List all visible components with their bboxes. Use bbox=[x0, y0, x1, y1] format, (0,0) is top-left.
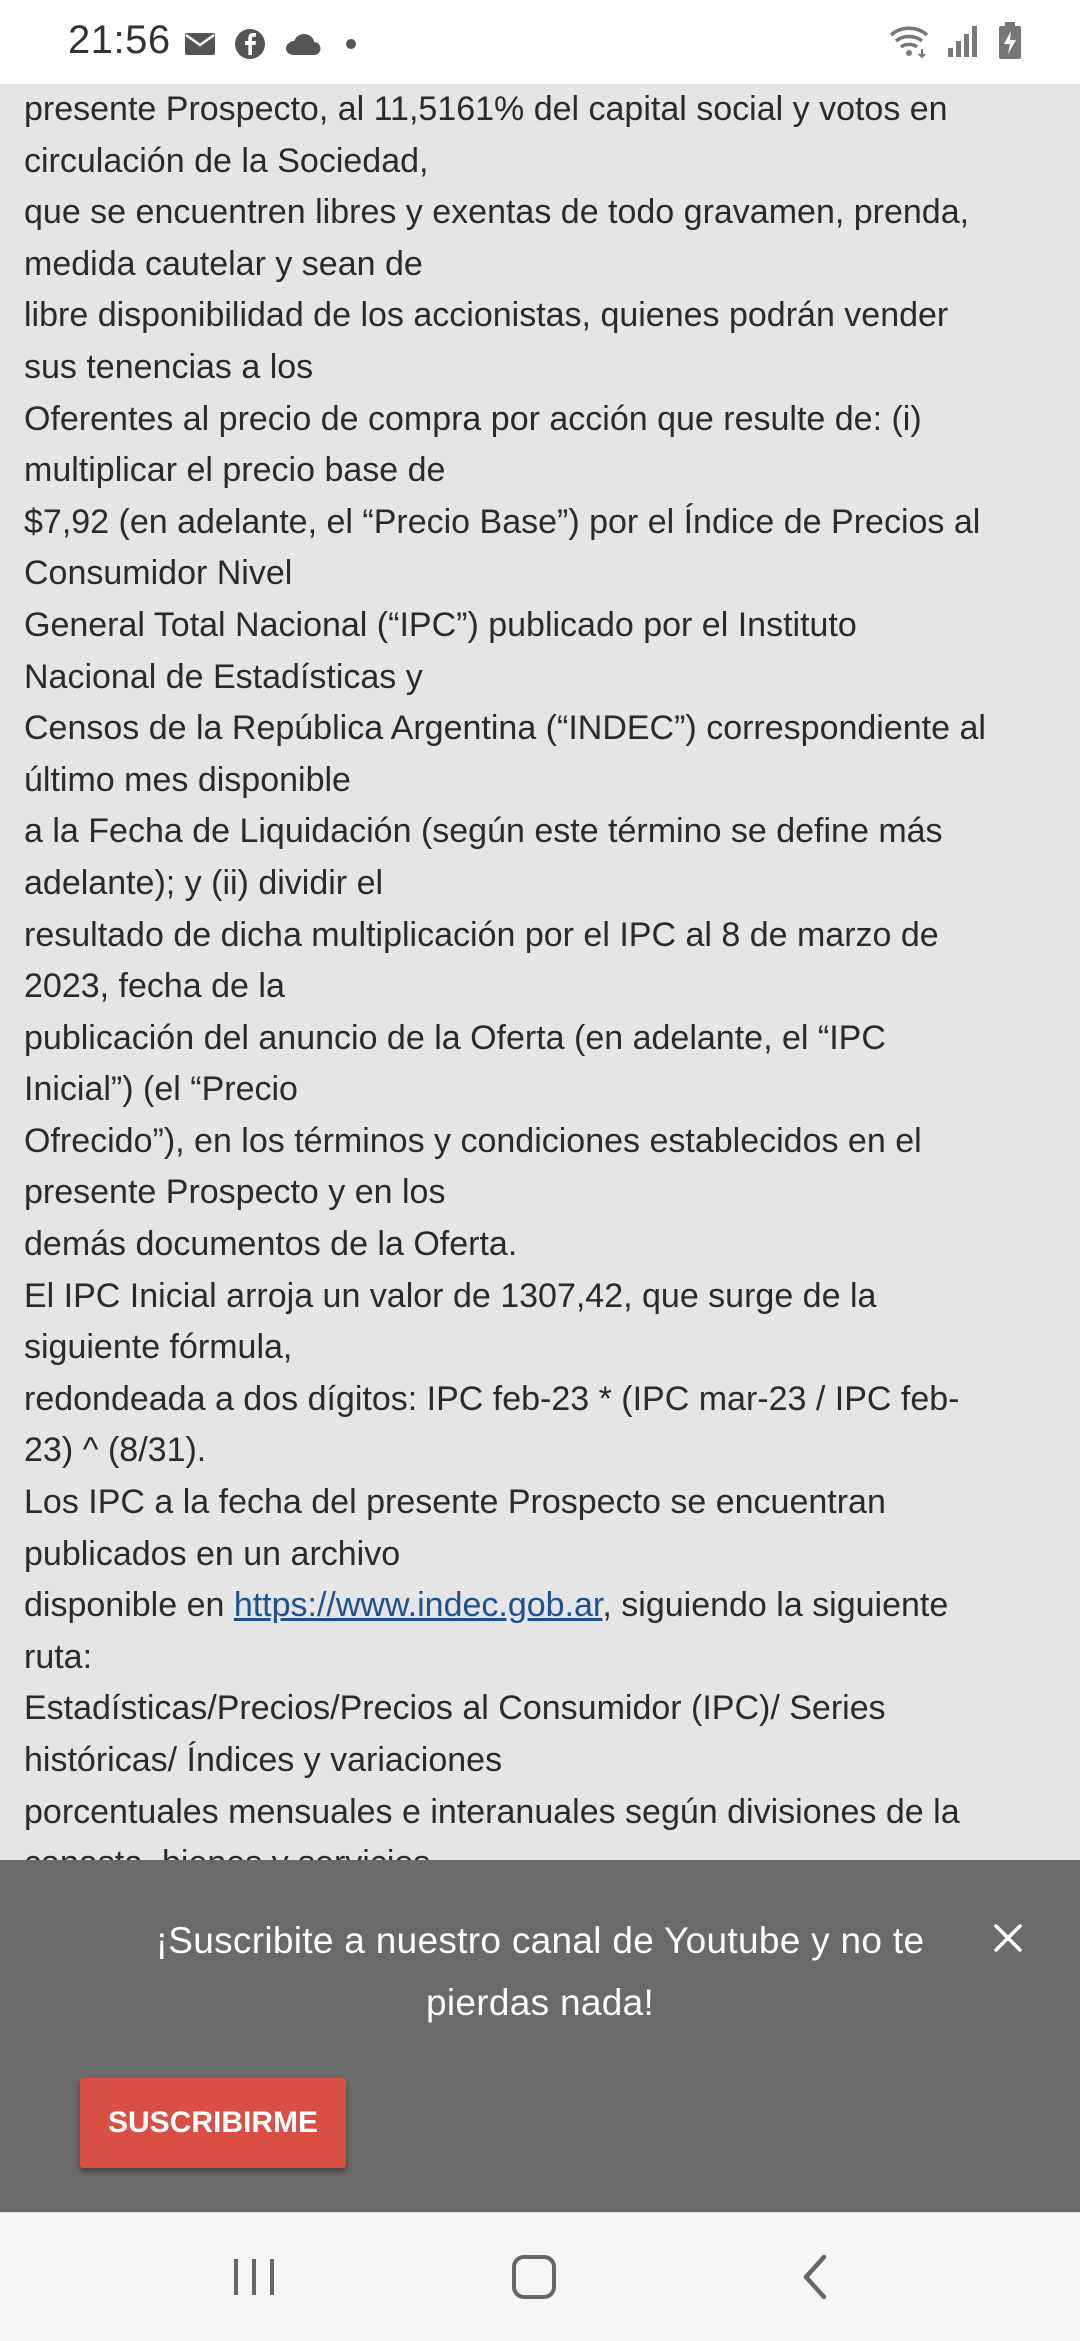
article-content[interactable] bbox=[0, 84, 1080, 1860]
article-line: Estadísticas/Precios/Precios al Consumidor (IPC)/ Series bbox=[24, 1689, 886, 1728]
article-line: Ofrecido”), en los términos y condiciones establecidos en el bbox=[24, 1121, 922, 1160]
article-line: El IPC Inicial arroja un valor de 1307,42, que surge de la bbox=[24, 1276, 877, 1315]
status-bar bbox=[0, 0, 1080, 84]
wifi-icon bbox=[888, 23, 930, 59]
dot-icon bbox=[346, 39, 356, 49]
article-line: último mes disponible bbox=[24, 760, 351, 799]
article-line: Los IPC a la fecha del presente Prospecto se encuentran bbox=[24, 1483, 886, 1522]
back-icon[interactable] bbox=[786, 2247, 846, 2307]
cloud-icon bbox=[284, 31, 322, 57]
home-icon[interactable] bbox=[504, 2247, 564, 2307]
article-body bbox=[0, 84, 1080, 1890]
article-line: presente Prospecto y en los bbox=[24, 1173, 446, 1212]
article-line: circulación de la Sociedad, bbox=[24, 141, 429, 180]
article-line: publicados en un archivo bbox=[24, 1534, 401, 1573]
status-time: 21:56 bbox=[68, 18, 171, 62]
article-line: libre disponibilidad de los accionistas, quienes podrán vender bbox=[24, 296, 949, 335]
article-line: publicación del anuncio de la Oferta (en adelante, el “IPC bbox=[24, 1018, 886, 1057]
navigation-bar bbox=[0, 2212, 1080, 2341]
article-line: porcentuales mensuales e interanuales según divisiones de la bbox=[24, 1792, 960, 1831]
article-line: presente Prospecto, al 11,5161% del capital social y votos en bbox=[24, 90, 948, 128]
recent-apps-icon[interactable] bbox=[224, 2247, 284, 2307]
article-line: adelante); y (ii) dividir el bbox=[24, 863, 384, 902]
link-suffix: , siguiendo la siguiente bbox=[602, 1586, 949, 1625]
article-line: Consumidor Nivel bbox=[24, 554, 293, 593]
article-line: ruta: bbox=[24, 1637, 93, 1676]
article-line: 2023, fecha de la bbox=[24, 967, 285, 1006]
article-line: Oferentes al precio de compra por acción que resulte de: (i) bbox=[24, 399, 922, 438]
article-link-line bbox=[24, 1580, 1056, 1632]
article-line: a la Fecha de Liquidación (según este término se define más bbox=[24, 812, 943, 851]
article-line: Inicial”) (el “Precio bbox=[24, 1070, 298, 1109]
signal-icon bbox=[946, 24, 982, 58]
subscribe-button[interactable]: SUSCRIBIRME bbox=[80, 2078, 346, 2168]
article-line: General Total Nacional (“IPC”) publicado por el Instituto bbox=[24, 605, 857, 644]
link-prefix: disponible en bbox=[24, 1586, 234, 1625]
battery-icon bbox=[998, 22, 1022, 60]
mail-icon bbox=[184, 32, 216, 56]
article-line: sus tenencias a los bbox=[24, 347, 314, 386]
article-line: históricas/ Índices y variaciones bbox=[24, 1741, 503, 1779]
article-line: siguiente fórmula, bbox=[24, 1328, 293, 1367]
article-line: multiplicar el precio base de bbox=[24, 451, 446, 490]
article-line: medida cautelar y sean de bbox=[24, 244, 423, 283]
article-line: resultado de dicha multiplicación por el IPC al 8 de marzo de bbox=[24, 915, 939, 954]
status-right-icons bbox=[888, 22, 1022, 60]
article-line: Nacional de Estadísticas y bbox=[24, 657, 423, 696]
article-line: $7,92 (en adelante, el “Precio Base”) por el Índice de Precios al bbox=[24, 502, 981, 541]
article-line: que se encuentren libres y exentas de todo gravamen, prenda, bbox=[24, 193, 970, 232]
facebook-icon bbox=[234, 28, 266, 60]
indec-link[interactable]: https://www.indec.gob.ar bbox=[233, 1586, 603, 1625]
subscribe-banner bbox=[0, 1860, 1080, 2212]
close-icon[interactable] bbox=[988, 1918, 1028, 1958]
article-line: Censos de la República Argentina (“INDEC”) correspondiente al bbox=[24, 709, 986, 748]
article-line: demás documentos de la Oferta. bbox=[24, 1225, 518, 1264]
banner-message: ¡Suscribite a nuestro canal de Youtube y no te pierdas nada! bbox=[155, 1920, 925, 2023]
status-left-icons bbox=[184, 28, 356, 60]
article-line: 23) ^ (8/31). bbox=[24, 1431, 207, 1470]
article-line: redondeada a dos dígitos: IPC feb-23 * (IPC mar-23 / IPC feb- bbox=[24, 1379, 960, 1418]
